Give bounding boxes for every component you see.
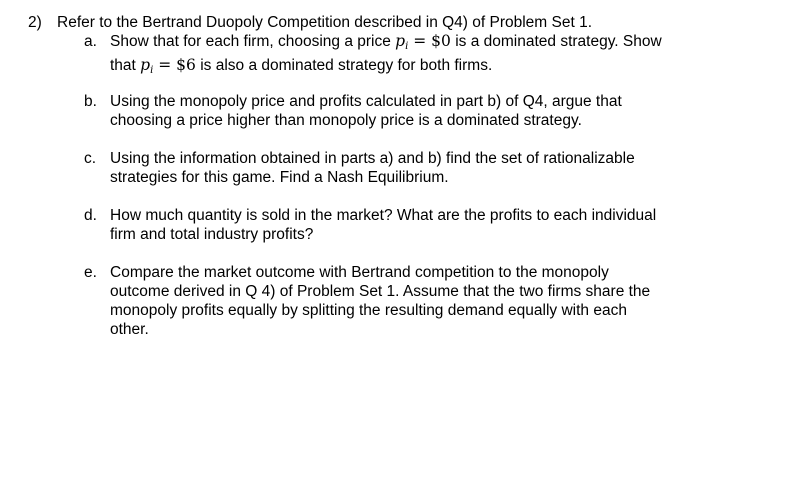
text-line: outcome derived in Q 4) of Problem Set 1. Assume that the two firms share the (110, 283, 651, 300)
math-variable: p (140, 56, 151, 74)
text-line: firm and total industry profits? (110, 226, 314, 243)
text-line: choosing a price higher than monopoly price is a dominated strategy. (110, 112, 582, 129)
text-line: Using the monopoly price and profits calculated in part b) of Q4, argue that (110, 93, 622, 110)
text-line: Compare the market outcome with Bertrand competition to the monopoly (110, 264, 609, 281)
text-line (110, 56, 784, 80)
sub-question-e (84, 263, 784, 339)
sub-question-b (84, 92, 784, 130)
text-segment: Show that for each firm, choosing a price (110, 33, 396, 50)
text-segment: is also a dominated strategy for both firms. (195, 57, 493, 74)
text-segment: is a dominated strategy. Show (450, 33, 662, 50)
sub-question-text (110, 263, 784, 339)
sub-question-label: d. (84, 207, 97, 224)
text-line: Using the information obtained in parts a) and b) find the set of rationalizable (110, 150, 635, 167)
math-variable: p (395, 32, 406, 50)
sub-question-label: c. (84, 150, 97, 167)
text-line: monopoly profits equally by splitting the resulting demand equally with each (110, 302, 627, 319)
text-segment: that (110, 57, 141, 74)
question-text: Refer to the Bertrand Duopoly Competition described in Q4) of Problem Set 1. (57, 14, 593, 31)
sub-question-d (84, 206, 784, 244)
text-line (110, 32, 784, 56)
math-expression: = $6 (153, 56, 196, 74)
sub-question-text (110, 206, 784, 244)
math-subscript: i (150, 65, 154, 76)
math-expression: = $0 (408, 32, 451, 50)
sub-question-text (110, 149, 784, 187)
sub-question-c (84, 149, 784, 187)
question-heading (28, 13, 788, 32)
math-subscript: i (405, 41, 409, 52)
text-line: other. (110, 321, 149, 338)
sub-question-text (110, 92, 784, 130)
sub-question-label: b. (84, 93, 97, 110)
text-line: How much quantity is sold in the market? What are the profits to each individual (110, 207, 657, 224)
sub-question-a (84, 32, 784, 80)
question-2 (28, 13, 788, 32)
question-number: 2) (28, 14, 42, 31)
sub-question-label: a. (84, 33, 97, 50)
text-line: strategies for this game. Find a Nash Equilibrium. (110, 169, 449, 186)
sub-question-text (110, 32, 784, 80)
sub-question-label: e. (84, 264, 97, 281)
